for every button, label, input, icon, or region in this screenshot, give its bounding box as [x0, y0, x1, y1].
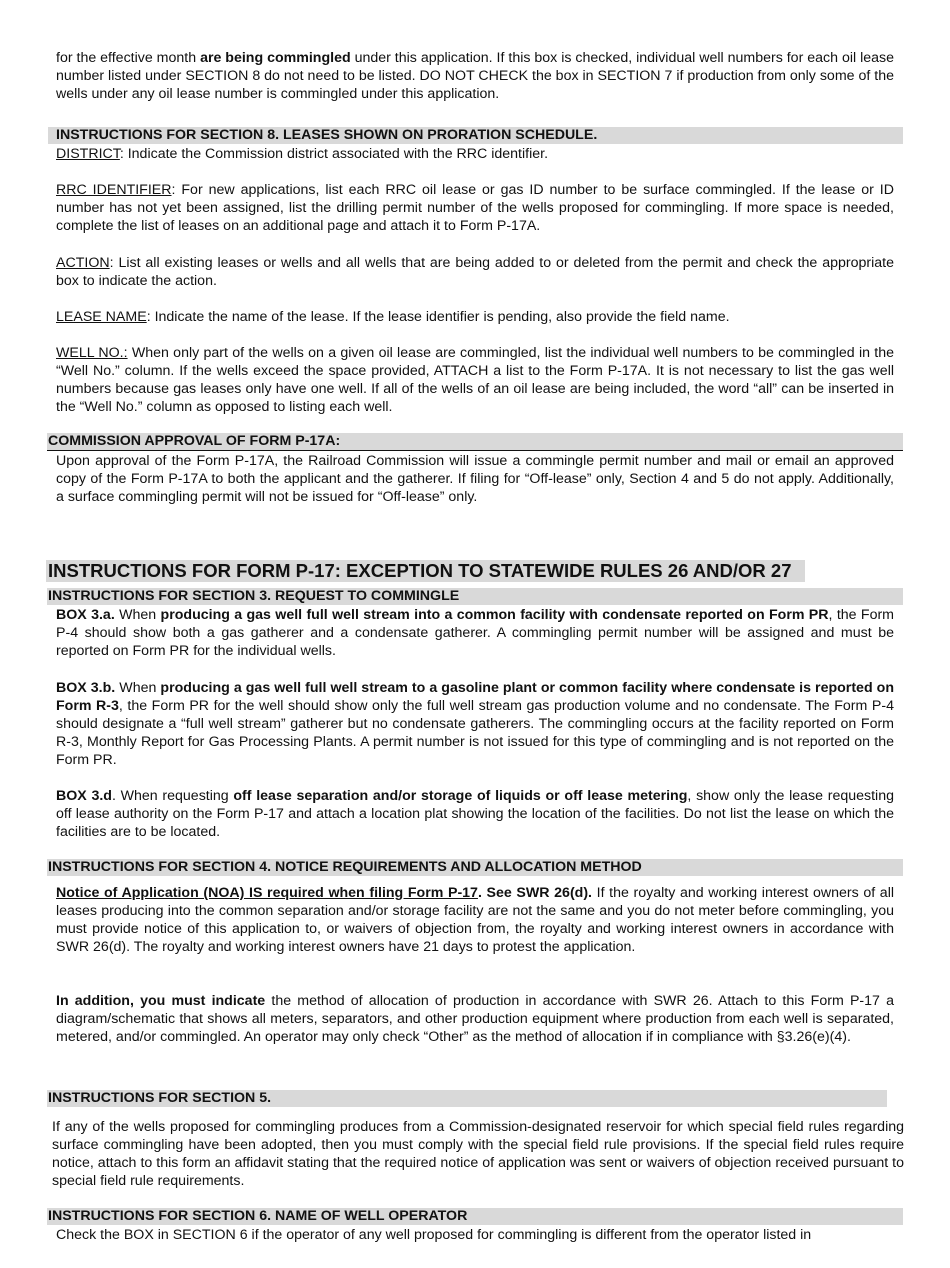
section-6-paragraph [56, 1226, 906, 1244]
lease-name-text: : Indicate the name of the lease. If the lease identifier is pending, also provide the field name. [146, 309, 730, 325]
box-3a-label: BOX 3.a. [56, 607, 115, 623]
form-p17-heading: INSTRUCTIONS FOR FORM P-17: EXCEPTION TO STATEWIDE RULES 26 AND/OR 27 [46, 560, 805, 582]
lease-name-paragraph [56, 308, 896, 326]
box-3b-label: BOX 3.b. [56, 680, 116, 696]
commission-approval-text: Upon approval of the Form P-17A, the Railroad Commission will issue a commingle permit number and mail or email an approved copy of the Form P-17A to both the applicant and the gatherer. If filing for “Off-lease” only, Section 4 and 5 do not apply. Additionally, a surface commingling permit will not be issued for “Off-lease” only. [56, 453, 894, 505]
well-no-term: WELL NO.: [56, 345, 128, 361]
noa-text: If the royalty and working interest owners of all leases producing into the common separation and/or storage facility are not the same and you do not meter before commingling, you must provide notice of this application to, or waivers of objection from, the royalty and working interest owners in accordance with SWR 26(d). The royalty and working interest owners have 21 days to protest the application. [56, 885, 894, 955]
intro-bold: are being commingled [200, 50, 351, 66]
intro-paragraph [56, 49, 896, 103]
noa-required-text: Notice of Application (NOA) IS required when filing Form P-17 [56, 885, 478, 901]
allocation-bold: In addition, you must indicate [56, 993, 266, 1009]
rrc-identifier-term: RRC IDENTIFIER [56, 182, 172, 198]
box-3a-bold: producing a gas well full well stream into a common facility with condensate reported on Form PR [160, 607, 829, 623]
box-3b-paragraph [56, 679, 894, 769]
box-3a-text-2: , the Form P-4 should show both a gas gatherer and a condensate gatherer. A commingling permit number will be assigned and must be reported on Form PR for the individual wells. [56, 607, 895, 659]
well-no-text: When only part of the wells on a given oil lease are commingled, list the individual well numbers to be commingled in the “Well No.” column. If the wells exceed the space provided, ATTACH a list to the Form P-17A. It is not necessary to list the gas well numbers because gas leases only have one well. If all of the wells of an oil lease are being included, the word “all” can be inserted in the “Well No.” column as opposed to listing each well. [56, 345, 895, 415]
box-3d-bold: off lease separation and/or storage of liquids or off lease metering [233, 788, 688, 804]
section-3-heading: INSTRUCTIONS FOR SECTION 3. REQUEST TO COMMINGLE [47, 588, 903, 605]
action-paragraph [56, 254, 894, 290]
section-6-text: Check the BOX in SECTION 6 if the operator of any well proposed for commingling is different from the operator listed in [56, 1227, 812, 1243]
noa-swr-ref: . See SWR 26(d). [477, 885, 592, 901]
commission-approval-heading: COMMISSION APPROVAL OF FORM P-17A: [47, 433, 903, 451]
allocation-paragraph [56, 992, 894, 1046]
rrc-identifier-paragraph [56, 181, 894, 235]
noa-paragraph [56, 884, 894, 956]
district-text: : Indicate the Commission district associated with the RRC identifier. [119, 146, 549, 162]
box-3a-paragraph [56, 606, 894, 660]
rrc-identifier-text: : For new applications, list each RRC oil lease or gas ID number to be surface commingled. If the lease or ID number has not yet been assigned, list the drilling permit number of the wells proposed for commingling. If more space is needed, complete the list of leases on an additional page and attach it to Form P-17A. [56, 182, 894, 234]
section-5-paragraph [52, 1118, 904, 1190]
intro-text-1: for the effective month [56, 50, 201, 66]
district-paragraph [56, 145, 896, 163]
box-3a-text-1: When [114, 607, 161, 623]
commission-approval-paragraph [56, 452, 894, 506]
box-3d-text-1: . When requesting [111, 788, 234, 804]
district-term: DISTRICT [56, 146, 120, 162]
box-3d-text-2: , show only the lease requesting off lease authority on the Form P-17 and attach a location plat showing the location of the facilities. Do not list the lease on which the facilities are to be located. [56, 788, 894, 840]
lease-name-term: LEASE NAME [56, 309, 147, 325]
section-6-heading: INSTRUCTIONS FOR SECTION 6. NAME OF WELL OPERATOR [47, 1208, 903, 1225]
box-3d-label: BOX 3.d [56, 788, 112, 804]
section-5-text: If any of the wells proposed for commingling produces from a Commission-designated reservoir for which special field rules regarding surface commingling have been adopted, then you must comply with the special field rule provisions. If the special field rules require notice, attach to this form an affidavit stating that the required notice of application was sent or waivers of objection received pursuant to special field rule requirements. [52, 1119, 904, 1189]
box-3b-bold: producing a gas well full well stream to a gasoline plant or common facility where condensate is reported on Form R-3 [56, 680, 894, 714]
intro-text-2: under this application. If this box is checked, individual well numbers for each oil lease number listed under SECTION 8 do not need to be listed. DO NOT CHECK the box in SECTION 7 if production from only some of the wells under any oil lease number is commingled under this application. [56, 50, 894, 102]
box-3b-text-2: , the Form PR for the well should show only the full well stream gas production volume and no condensate. The Form P-4 should designate a “full well stream” gatherer but no condensate gatherers. The commingling occurs at the facility reported on Form R-3, Monthly Report for Gas Processing Plants. A permit number is not issued for this type of commingling and is not reported on the Form PR. [56, 698, 894, 768]
action-text: : List all existing leases or wells and all wells that are being added to or deleted from the permit and check the appropriate box to indicate the action. [56, 255, 894, 289]
box-3d-paragraph [56, 787, 894, 841]
box-3b-text-1: When [115, 680, 161, 696]
section-4-heading: INSTRUCTIONS FOR SECTION 4. NOTICE REQUIREMENTS AND ALLOCATION METHOD [47, 859, 903, 876]
section-5-heading: INSTRUCTIONS FOR SECTION 5. [47, 1090, 887, 1107]
action-term: ACTION [56, 255, 110, 271]
allocation-text: the method of allocation of production in accordance with SWR 26. Attach to this Form P-17 a diagram/schematic that shows all meters, separators, and other production equipment where production from each well is separated, metered, and/or commingled. An operator may only check “Other” as the method of allocation if in compliance with §3.26(e)(4). [56, 993, 894, 1045]
well-no-paragraph [56, 344, 894, 416]
section-8-heading: INSTRUCTIONS FOR SECTION 8. LEASES SHOWN ON PRORATION SCHEDULE. [48, 127, 903, 144]
